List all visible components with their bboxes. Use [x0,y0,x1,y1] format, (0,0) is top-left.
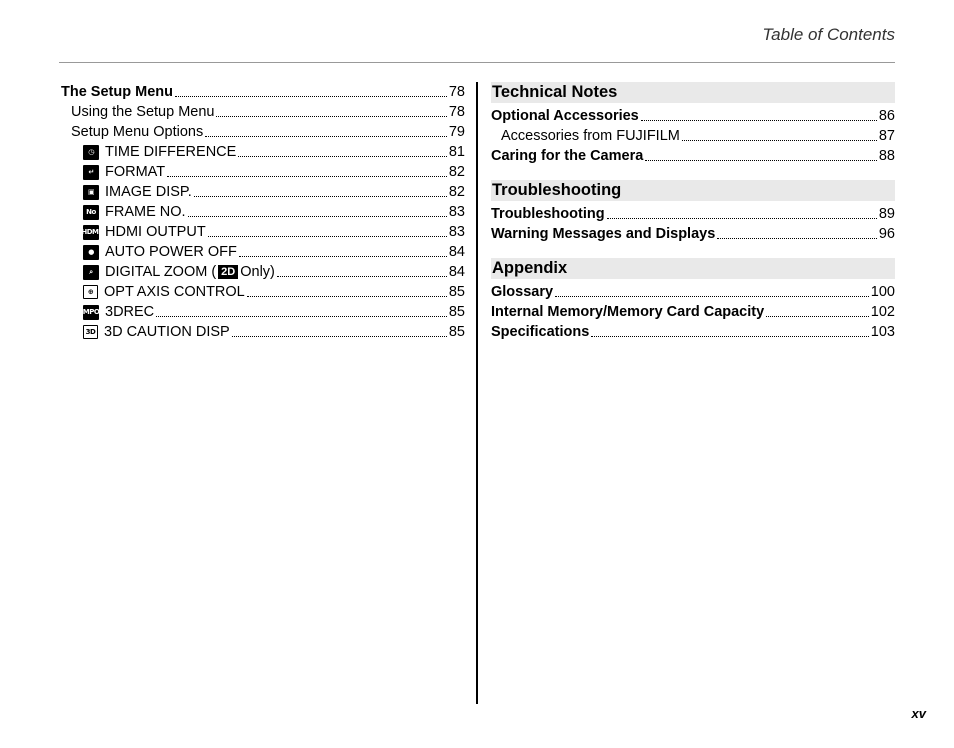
toc-entry[interactable] [61,182,465,202]
toc-entry-text: IMAGE DISP. [105,184,192,200]
toc-entry-label [83,142,236,162]
leader-dots [239,256,447,257]
toc-page-number: 82 [448,164,465,180]
toc-entry-text: Optional Accessories [491,108,639,124]
leader-dots [232,336,447,337]
toc-entry-text: TIME DIFFERENCE [105,144,237,160]
toc-entry[interactable] [61,242,465,262]
3d-caution-icon: 3D [83,325,98,339]
zoom-icon: ⌕ [83,265,99,280]
toc-entry-label [83,322,230,342]
leader-dots [591,336,868,337]
leader-dots [641,120,877,121]
toc-entry-label [61,82,173,102]
toc-page-number: 82 [448,184,465,200]
toc-entry-text: Internal Memory/Memory Card Capacity [491,304,765,320]
toc-entry-text: 3D CAUTION DISP [104,324,230,340]
axis-icon: ⊕ [83,285,98,299]
toc-entry-label [491,224,715,244]
toc-entry[interactable] [61,142,465,162]
format-icon: ↵ [83,165,99,180]
toc-page-number: 84 [448,264,465,280]
toc-entry[interactable] [491,302,895,322]
toc-entry-label [491,322,589,342]
toc-entry-label [83,282,245,302]
section-heading: Appendix [491,258,895,279]
column-divider [476,82,478,704]
section-heading: Technical Notes [491,82,895,103]
toc-entry-label [491,204,605,224]
toc-page-number: 85 [448,304,465,320]
leader-dots [216,116,446,117]
toc-entry-text: Caring for the Camera [491,148,644,164]
toc-entry-label [83,182,192,202]
toc-entry[interactable] [61,162,465,182]
2d-badge-icon: 2D [218,265,238,279]
toc-entry-label [501,126,680,146]
toc-page-number: 78 [448,84,465,100]
right-column [491,82,895,342]
toc-page-number: 84 [448,244,465,260]
toc-entry-label [491,282,553,302]
toc-page-number: 85 [448,324,465,340]
toc-page-number: 86 [878,108,895,124]
toc-entry-text: DIGITAL ZOOM ( [105,264,217,280]
toc-entry[interactable] [491,322,895,342]
toc-entry[interactable] [491,204,895,224]
toc-page-number: 96 [878,226,895,242]
page-header-title: Table of Contents [762,25,895,44]
frame-no-icon: No [83,205,99,220]
image-disp-icon: ▣ [83,185,99,200]
toc-entry-text: FRAME NO. [105,204,186,220]
toc-entry-label [83,242,237,262]
leader-dots [156,316,447,317]
leader-dots [167,176,447,177]
toc-entry-label [491,106,639,126]
toc-entry-text: Setup Menu Options [71,124,204,140]
toc-entry[interactable] [491,282,895,302]
toc-page-number: 79 [448,124,465,140]
toc-entry-label [83,302,154,322]
leader-dots [205,136,447,137]
toc-entry[interactable] [491,106,895,126]
leader-dots [247,296,447,297]
toc-entry[interactable] [61,102,465,122]
toc-page-number: 100 [870,284,895,300]
toc-entry[interactable] [61,82,465,102]
toc-page-number: 78 [448,104,465,120]
toc-entry-label [491,146,643,166]
toc-entry-text: OPT AXIS CONTROL [104,284,245,300]
toc-entry-text: AUTO POWER OFF [105,244,237,260]
toc-entry-text: Glossary [491,284,554,300]
toc-entry-text: Accessories from FUJIFILM [501,128,680,144]
toc-page-number: 88 [878,148,895,164]
toc-entry[interactable] [491,146,895,166]
toc-page-number: 102 [870,304,895,320]
toc-entry-label [491,302,764,322]
toc-entry[interactable] [61,262,465,282]
toc-entry-label [71,122,203,142]
toc-page-number: 87 [878,128,895,144]
toc-entry-label [83,202,186,222]
toc-entry-label [83,262,275,282]
leader-dots [645,160,877,161]
leader-dots [717,238,877,239]
leader-dots [766,316,869,317]
toc-page-number: 89 [878,206,895,222]
section-gap [491,166,895,180]
left-column [61,82,465,342]
toc-page-number: 83 [448,204,465,220]
toc-entry[interactable] [61,302,465,322]
leader-dots [238,156,447,157]
leader-dots [208,236,447,237]
leader-dots [277,276,447,277]
toc-entry-label [83,162,165,182]
header-rule [59,62,895,63]
toc-page-number: 81 [448,144,465,160]
leader-dots [607,218,877,219]
toc-entry-text: Troubleshooting [491,206,605,222]
toc-entry-text: Using the Setup Menu [71,104,215,120]
toc-entry[interactable] [61,282,465,302]
toc-entry-label [83,222,206,242]
toc-entry-text: Warning Messages and Displays [491,226,716,242]
toc-entry[interactable] [61,222,465,242]
toc-entry[interactable] [61,122,465,142]
toc-page-number: 83 [448,224,465,240]
toc-entry-text: The Setup Menu [61,84,173,100]
toc-entry-label [71,102,214,122]
toc-entry-text: 3DREC [105,304,155,320]
leader-dots [194,196,447,197]
clock-plus-icon: ◷ [83,145,99,160]
toc-entry[interactable] [61,202,465,222]
toc-entry-text-suffix: Only) [240,264,275,280]
toc-entry-text: Specifications [491,324,590,340]
toc-entry-text: FORMAT [105,164,166,180]
page-number: xv [911,706,926,721]
toc-entry-text: HDMI OUTPUT [105,224,206,240]
toc-page-number: 103 [870,324,895,340]
section-gap [491,244,895,258]
leader-dots [555,296,869,297]
section-heading: Troubleshooting [491,180,895,201]
leader-dots [175,96,447,97]
mpo-icon: MPO [83,305,99,320]
toc-entry[interactable] [491,126,895,146]
toc-entry[interactable] [491,224,895,244]
camera-power-icon: ● [83,245,99,260]
leader-dots [682,140,877,141]
leader-dots [188,216,447,217]
toc-entry[interactable] [61,322,465,342]
hdmi-icon: HDMI [83,225,99,240]
toc-page-number: 85 [448,284,465,300]
